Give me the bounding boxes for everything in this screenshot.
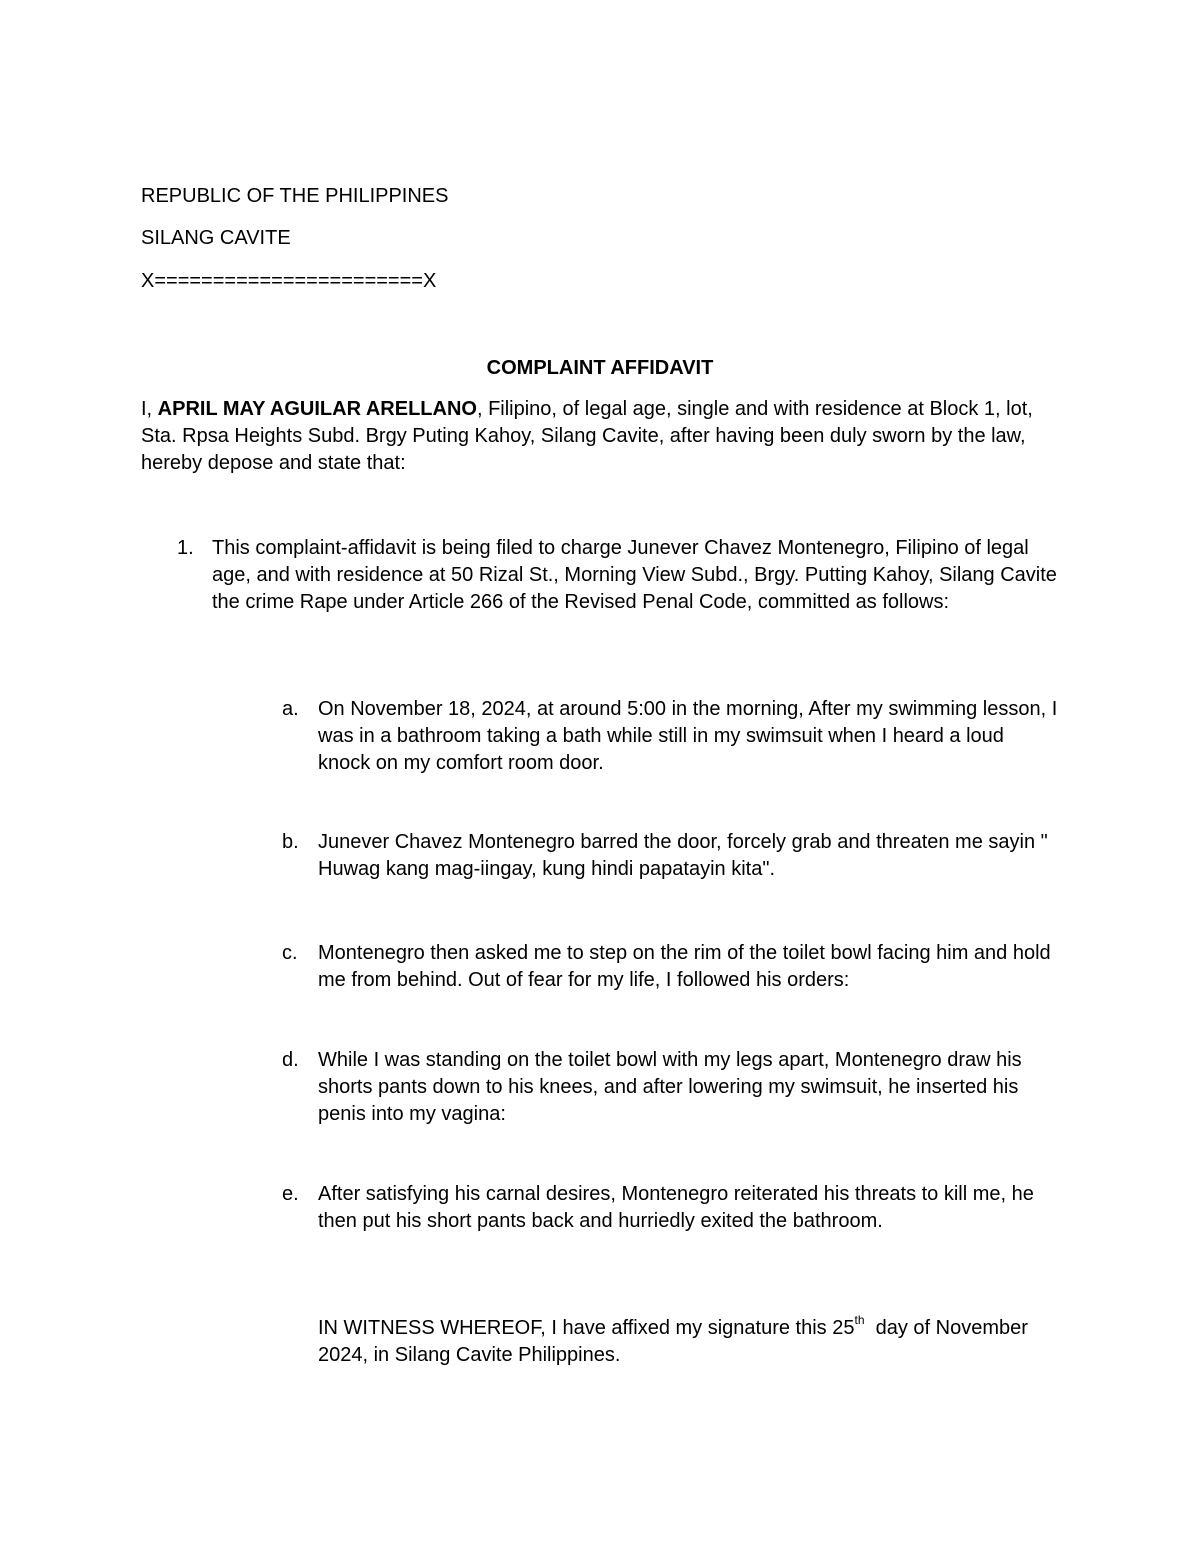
document-title: COMPLAINT AFFIDAVIT [486,357,714,379]
sub-item-e [282,1181,1062,1235]
list-marker: e. [282,1183,299,1205]
affiant-name: APRIL MAY AGUILAR ARELLANO [157,398,477,420]
list-marker: 1. [177,537,194,559]
sub-item-a [282,696,1062,777]
intro-text: , Filipino, of legal age, single and with residence at Block 1, lot, Sta. Rpsa Heights Subd. Brgy Puting Kahoy, Silang Cavite, after having been duly sworn by the law, hereby depose and state that: [141,398,1033,474]
intro-prefix: I, [141,398,158,420]
witness-clause [318,1315,1058,1369]
list-item-text: After satisfying his carnal desires, Montenegro reiterated his threats to kill me, he then put his short pants back and hurriedly exited the bathroom. [318,1183,1034,1232]
list-marker: b. [282,831,299,853]
list-item-text: This complaint-affidavit is being filed to charge Junever Chavez Montenegro, Filipino of legal age, and with residence at 50 Rizal St., Morning View Subd., Brgy. Putting Kahoy, Silang Cavite the crime Rape under Article 266 of the Revised Penal Code, committed as follows: [212,537,1057,613]
list-marker: d. [282,1049,299,1071]
sub-item-c [282,940,1062,994]
intro-paragraph [141,396,1061,477]
sub-item-d [282,1047,1062,1128]
separator-line: X=======================X [141,270,437,292]
sub-item-b [282,829,1062,883]
witness-text-before: IN WITNESS WHEREOF, I have affixed my signature this 25 [318,1317,855,1339]
witness-text-after: day of November 2024, in Silang Cavite Philippines. [318,1317,1040,1366]
list-item-text: Junever Chavez Montenegro barred the door, forcely grab and threaten me sayin " Huwag kang mag-iingay, kung hindi papatayin kita". [318,831,1048,880]
republic-header: REPUBLIC OF THE PHILIPPINES [141,185,449,207]
location-header: SILANG CAVITE [141,227,291,249]
numbered-item-1 [141,535,1061,616]
list-item-text: On November 18, 2024, at around 5:00 in the morning, After my swimming lesson, I was in a bathroom taking a bath while still in my swimsuit when I heard a loud knock on my comfort room door. [318,698,1058,774]
list-marker: a. [282,698,299,720]
list-item-text: Montenegro then asked me to step on the rim of the toilet bowl facing him and hold me from behind. Out of fear for my life, I followed his orders: [318,942,1051,991]
ordinal-suffix: th [854,1313,865,1328]
list-item-text: While I was standing on the toilet bowl with my legs apart, Montenegro draw his shorts pants down to his knees, and after lowering my swimsuit, he inserted his penis into my vagina: [318,1049,1022,1125]
list-marker: c. [282,942,298,964]
